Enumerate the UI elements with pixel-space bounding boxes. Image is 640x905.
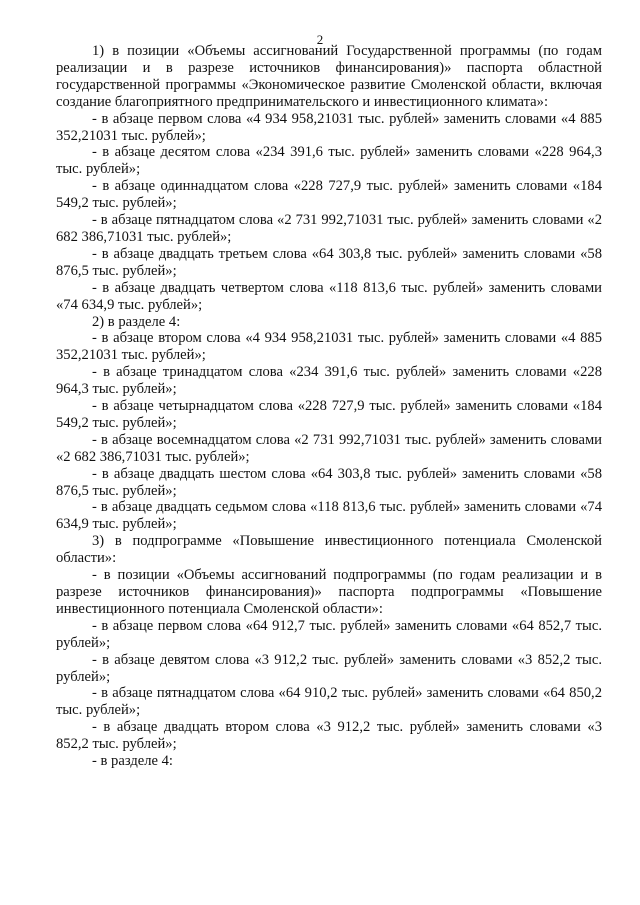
paragraph: - в абзаце девятом слова «3 912,2 тыс. рублей» заменить словами «3 852,2 тыс. рублей»; — [56, 651, 602, 685]
paragraph: - в абзаце двадцать третьем слова «64 303,8 тыс. рублей» заменить словами «58 876,5 тыс. рублей»; — [56, 245, 602, 279]
paragraph: - в разделе 4: — [92, 753, 173, 770]
paragraph: - в абзаце десятом слова «234 391,6 тыс. рублей» заменить словами «228 964,3 тыс. рублей»; — [56, 144, 602, 178]
paragraph: 1) в позиции «Объемы ассигнований Государственной программы (по годам реализации и в разрезе источников финансирования)» паспорта областной государственной программы «Экономическое развитие Смоленской области, включая создание благоприятного предпринимательского и инвестиционного климата»: — [56, 43, 602, 110]
paragraph: 3) в подпрограмме «Повышение инвестиционного потенциала Смоленской области»: — [56, 533, 602, 567]
page-number: 2 — [316, 32, 324, 47]
paragraph: - в абзаце восемнадцатом слова «2 731 992,71031 тыс. рублей» заменить словами «2 682 386,71031 тыс. рублей»; — [56, 431, 602, 465]
paragraph: - в абзаце первом слова «4 934 958,21031 тыс. рублей» заменить словами «4 885 352,21031 тыс. рублей»; — [56, 110, 602, 144]
document-body — [56, 43, 602, 770]
paragraph: - в абзаце двадцать четвертом слова «118 813,6 тыс. рублей» заменить словами «74 634,9 тыс. рублей»; — [56, 279, 602, 313]
paragraph: - в позиции «Объемы ассигнований подпрограммы (по годам реализации и в разрезе источников финансирования)» паспорта подпрограммы «Повышение инвестиционного потенциала Смоленской области»: — [56, 567, 602, 617]
paragraph: - в абзаце четырнадцатом слова «228 727,9 тыс. рублей» заменить словами «184 549,2 тыс. рублей»; — [56, 398, 602, 431]
paragraph: - в абзаце пятнадцатом слова «64 910,2 тыс. рублей» заменить словами «64 850,2 тыс. рублей»; — [56, 685, 602, 719]
paragraph: - в абзаце пятнадцатом слова «2 731 992,71031 тыс. рублей» заменить словами «2 682 386,71031 тыс. рублей»; — [56, 212, 602, 245]
paragraph: - в абзаце втором слова «4 934 958,21031 тыс. рублей» заменить словами «4 885 352,21031 тыс. рублей»; — [56, 330, 602, 364]
paragraph: - в абзаце тринадцатом слова «234 391,6 тыс. рублей» заменить словами «228 964,3 тыс. рублей»; — [56, 364, 602, 398]
paragraph: - в абзаце двадцать седьмом слова «118 813,6 тыс. рублей» заменить словами «74 634,9 тыс. рублей»; — [56, 499, 602, 533]
paragraph: - в абзаце двадцать втором слова «3 912,2 тыс. рублей» заменить словами «3 852,2 тыс. рублей»; — [56, 719, 602, 753]
paragraph: - в абзаце одиннадцатом слова «228 727,9 тыс. рублей» заменить словами «184 549,2 тыс. рублей»; — [56, 178, 602, 212]
paragraph: - в абзаце первом слова «64 912,7 тыс. рублей» заменить словами «64 852,7 тыс. рублей»; — [56, 617, 602, 651]
paragraph: - в абзаце двадцать шестом слова «64 303,8 тыс. рублей» заменить словами «58 876,5 тыс. рублей»; — [56, 465, 602, 499]
paragraph: 2) в разделе 4: — [92, 313, 181, 330]
